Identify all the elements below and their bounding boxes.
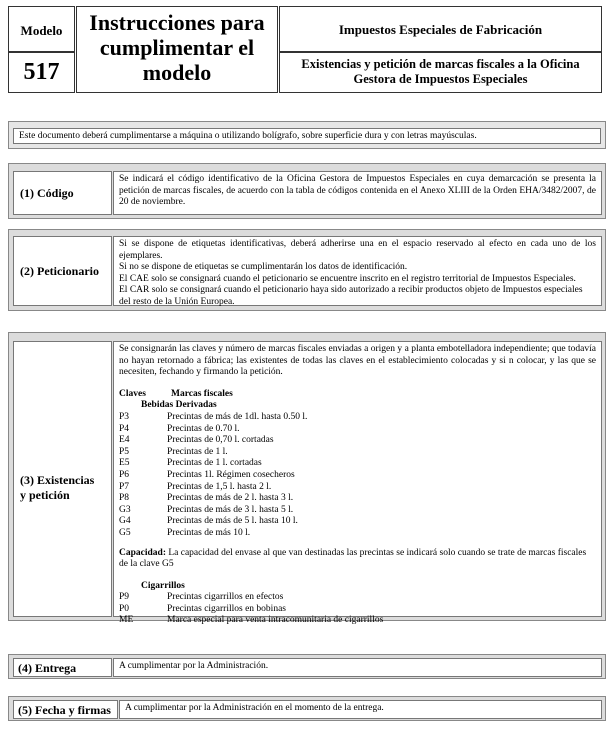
entrega-label-box <box>13 658 112 677</box>
capacidad-label: Capacidad: <box>119 547 166 558</box>
fecha-label: (5) Fecha y firmas <box>18 703 111 717</box>
section-entrega <box>8 654 606 679</box>
header-subtitle-box <box>279 52 602 93</box>
section-peticionario <box>8 229 606 311</box>
entrega-text-box <box>113 658 602 677</box>
bebidas-header: Bebidas Derivadas <box>141 400 217 411</box>
list-item: P4 Precintas de 0.70 l. <box>119 423 240 434</box>
section-codigo <box>8 163 606 219</box>
header-modelo-label-box <box>8 6 75 52</box>
intro-panel <box>8 121 606 149</box>
peticionario-line: Si no se dispone de etiquetas se cumplimentarán los datos de identificación. <box>119 262 408 273</box>
codigo-label-box <box>13 171 112 215</box>
existencias-label <box>14 473 111 503</box>
form-subtitle: Existencias y petición de marcas fiscales a la Oficina Gestora de Impuestos Especiales <box>301 57 580 86</box>
peticionario-line: El CAR solo se consignará cuando el peticionario haya sido autorizado a recibir productos objeto de Impuestos especiales del resto de la Unión Europea. <box>119 285 583 307</box>
existencias-intro: Se consignarán las claves y número de marcas fiscales enviadas a origen y a planta embotelladora independiente; que todavía no hayan retornado a fábrica; las existentes de todas las claves en el establecimiento colocadas y si n colocar, y las que se necesiten, fechando y firmando la petición. <box>119 344 596 378</box>
page-title: Instrucciones para cumplimentar el modelo <box>89 10 265 85</box>
fecha-label-box <box>13 700 118 719</box>
tax-name: Impuestos Especiales de Fabricación <box>338 22 543 37</box>
capacidad-text: La capacidad del envase al que van destinadas las precintas se indicará solo cuando se trate de marcas fiscales de la clave G5 <box>119 547 587 570</box>
list-item: P6 Precintas 1l. Régimen cosecheros <box>119 469 295 480</box>
list-item: P9 Precintas cigarrillos en efectos <box>119 592 284 603</box>
modelo-label: Modelo <box>20 23 63 38</box>
entrega-label: (4) Entrega <box>18 661 77 675</box>
claves-header-row <box>119 389 596 401</box>
section-existencias <box>8 332 606 626</box>
codigo-text-box <box>113 171 602 215</box>
codigo-label: (1) Código <box>20 186 74 200</box>
intro-text: Este documento deberá cumplimentarse a máquina o utilizando bolígrafo, sobre superficie dura y con letras mayúsculas. <box>19 131 477 141</box>
modelo-number: 517 <box>23 59 60 85</box>
peticionario-line: Si se dispone de etiquetas identificativas, deberá adherirse una en el espacio reservado al efecto en cada uno de los ejemplares. <box>119 239 596 261</box>
list-item: P8 Precintas de más de 2 l. hasta 3 l. <box>119 493 294 504</box>
peticionario-label: (2) Peticionario <box>20 264 99 278</box>
list-item: P0 Precintas cigarrillos en bobinas <box>119 603 286 614</box>
codigo-text: Se indicará el código identificativo de la Oficina Gestora de Impuestos Especiales en cuya demarcación se presenta la petición de marcas fiscales, de acuerdo con la tabla de códigos contenida en el Anexo XLIII de la Orden EHA/3482/2007, de 20 de noviembre. <box>119 174 596 208</box>
list-item: P3 Precintas de más de 1dl. hasta 0.50 l. <box>119 411 308 422</box>
peticionario-label-box <box>13 236 112 306</box>
header-modelo-number-box <box>8 52 75 93</box>
fecha-text-box <box>119 700 602 719</box>
existencias-text-box <box>113 341 602 626</box>
header-tax-box <box>279 6 602 52</box>
claves-header: Claves <box>119 388 146 399</box>
list-item: ME Marca especial para venta intracomunitaria de cigarrillos <box>119 615 384 626</box>
list-item: E5 Precintas de 1 l. cortadas <box>119 458 262 469</box>
list-item: E4 Precintas de 0,70 l. cortadas <box>119 435 274 446</box>
list-item: G5 Precintas de más 10 l. <box>119 527 251 538</box>
header-title-box <box>76 6 278 93</box>
peticionario-line: El CAE solo se consignará cuando el peticionario se encuentre inscrito en el registro territorial de Impuestos Especiales. <box>119 273 576 284</box>
fecha-text: A cumplimentar por la Administración en el momento de la entrega. <box>125 703 384 713</box>
existencias-label-box <box>13 341 112 617</box>
list-item: G4 Precintas de más de 5 l. hasta 10 l. <box>119 516 298 527</box>
peticionario-text-box <box>113 236 602 306</box>
intro-text-box <box>13 128 601 144</box>
list-item: G3 Precintas de más de 3 l. hasta 5 l. <box>119 504 294 515</box>
section-fecha <box>8 696 606 721</box>
entrega-text: A cumplimentar por la Administración. <box>119 661 269 671</box>
list-item: P7 Precintas de 1,5 l. hasta 2 l. <box>119 481 272 492</box>
existencias-label-line1: (3) Existencias <box>20 473 95 487</box>
marcas-header: Marcas fiscales <box>171 388 233 399</box>
existencias-label-line2: y petición <box>20 488 70 502</box>
capacidad-note <box>119 548 596 571</box>
cigarrillos-header: Cigarrillos <box>141 580 185 591</box>
list-item: P5 Precintas de 1 l. <box>119 446 228 457</box>
